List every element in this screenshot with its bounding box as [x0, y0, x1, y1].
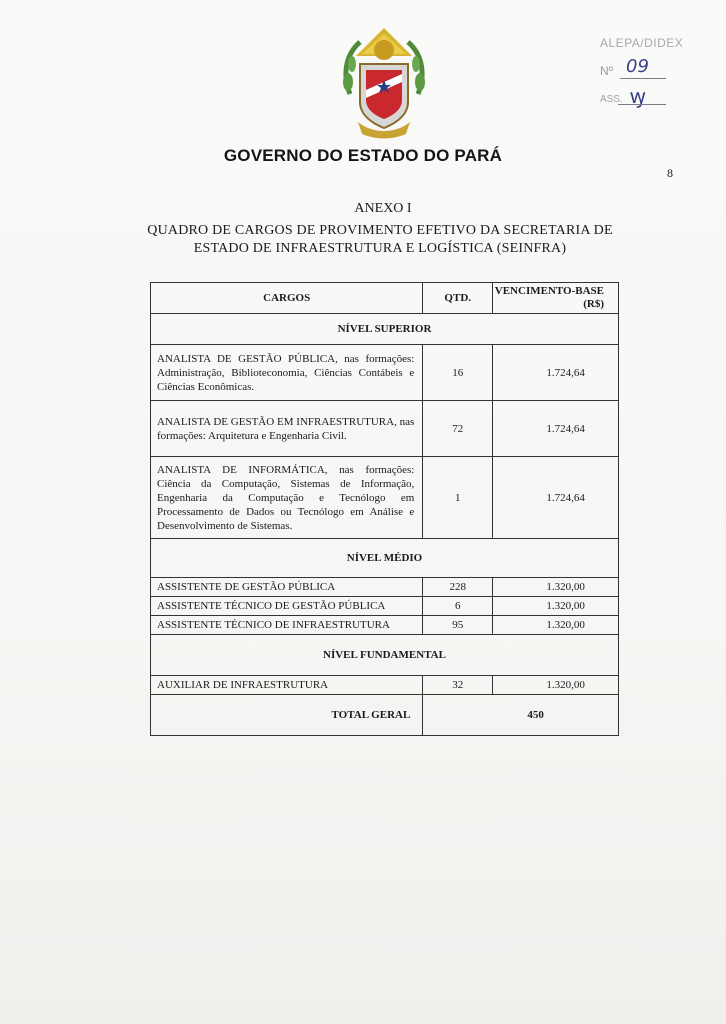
- government-title: GOVERNO DO ESTADO DO PARÁ: [223, 146, 503, 165]
- stamp-org: ALEPA/DIDEX: [600, 36, 684, 50]
- vencimento-cell: 1.724,64: [493, 401, 619, 457]
- table-row: [151, 616, 619, 635]
- stamp-number-value: 09: [626, 56, 649, 77]
- positions-table: [150, 282, 619, 736]
- cargo-cell: AUXILIAR DE INFRAESTRUTURA: [151, 676, 423, 695]
- vencimento-cell: 1.320,00: [493, 616, 619, 635]
- cargo-cell: ASSISTENTE TÉCNICO DE GESTÃO PÚBLICA: [151, 597, 423, 616]
- state-coat-of-arms-icon: [336, 24, 432, 142]
- level-name: NÍVEL MÉDIO: [151, 539, 619, 578]
- stamp-signature-label: ASS.: [600, 94, 623, 105]
- header-qtd: QTD.: [423, 283, 493, 314]
- vencimento-cell: 1.320,00: [493, 676, 619, 695]
- stamp-number-label: Nº: [600, 64, 614, 78]
- qtd-cell: 6: [423, 597, 493, 616]
- cargo-cell: ANALISTA DE GESTÃO EM INFRAESTRUTURA, nas formações: Arquitetura e Engenharia Civil.: [151, 401, 423, 457]
- vencimento-cell: 1.320,00: [493, 597, 619, 616]
- qtd-cell: 1: [423, 457, 493, 539]
- vencimento-cell: 1.724,64: [493, 345, 619, 401]
- level-name: NÍVEL FUNDAMENTAL: [151, 635, 619, 676]
- vencimento-cell: 1.724,64: [493, 457, 619, 539]
- stamp-signature-mark: ꝡ: [630, 84, 646, 108]
- header-cargos: CARGOS: [151, 283, 423, 314]
- level-row: [151, 539, 619, 578]
- qtd-cell: 16: [423, 345, 493, 401]
- table-row: [151, 401, 619, 457]
- table-row: [151, 676, 619, 695]
- level-row: [151, 314, 619, 345]
- qtd-cell: 95: [423, 616, 493, 635]
- total-label: TOTAL GERAL: [151, 695, 423, 736]
- protocol-stamp: [596, 36, 708, 116]
- stamp-signature-line: [618, 104, 666, 105]
- qtd-cell: 32: [423, 676, 493, 695]
- qtd-cell: 228: [423, 578, 493, 597]
- level-name: NÍVEL SUPERIOR: [151, 314, 619, 345]
- table-row: [151, 578, 619, 597]
- level-row: [151, 635, 619, 676]
- cargo-cell: ASSISTENTE DE GESTÃO PÚBLICA: [151, 578, 423, 597]
- annex-title: QUADRO DE CARGOS DE PROVIMENTO EFETIVO DA SECRETARIA DE ESTADO DE INFRAESTRUTURA E LOGÍSTICA (SEINFRA): [147, 223, 613, 256]
- cargo-cell: ANALISTA DE GESTÃO PÚBLICA, nas formações: Administração, Biblioteconomia, Ciências Contábeis e Ciências Econômicas.: [151, 345, 423, 401]
- total-value: 450: [423, 695, 619, 736]
- table-row: [151, 345, 619, 401]
- cargo-cell: ANALISTA DE INFORMÁTICA, nas formações: Ciência da Computação, Sistemas de Informação, Engenharia da Computação e Tecnólogo em Processamento de Dados ou Tecnólogo em Análise e Desenvolvimento de Sistemas.: [151, 457, 423, 539]
- table-row: [151, 597, 619, 616]
- cargo-cell: ASSISTENTE TÉCNICO DE INFRAESTRUTURA: [151, 616, 423, 635]
- vencimento-cell: 1.320,00: [493, 578, 619, 597]
- header-vencimento: VENCIMENTO-BASE (R$): [493, 283, 619, 314]
- table-header-row: [151, 283, 619, 314]
- total-row: [151, 695, 619, 736]
- stamp-number-line: [620, 78, 666, 79]
- annex-label: ANEXO I: [354, 201, 412, 216]
- table-row: [151, 457, 619, 539]
- qtd-cell: 72: [423, 401, 493, 457]
- page-number: 8: [667, 166, 673, 180]
